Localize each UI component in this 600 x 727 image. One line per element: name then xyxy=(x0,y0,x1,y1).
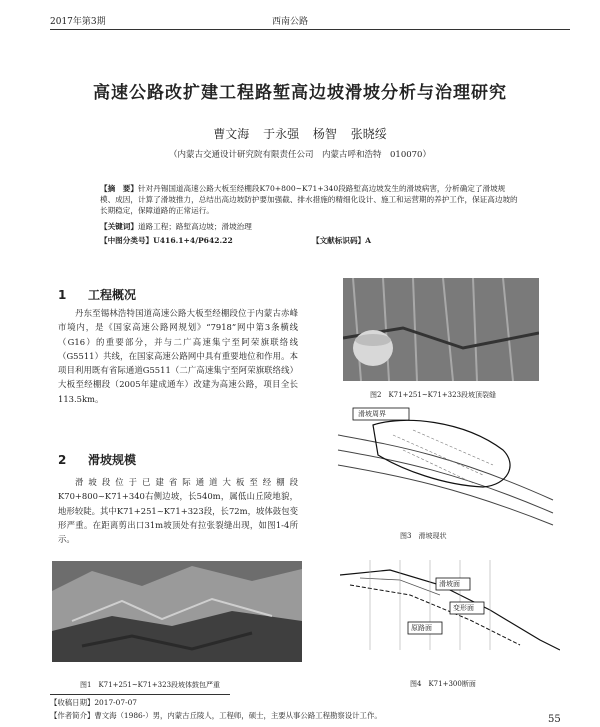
figure-4-label-slip: 滑坡面 xyxy=(439,580,460,588)
author: 杨智 xyxy=(312,127,337,141)
author: 于永强 xyxy=(263,127,300,141)
section-number: 2 xyxy=(58,453,67,467)
document-code-label: 【文献标识码】 xyxy=(312,236,366,245)
figure-2-photo xyxy=(343,278,539,381)
section-1-heading xyxy=(58,286,136,303)
abstract-text: 针对丹锡国道高速公路大板至经棚段K70+800~K71+340段路堑高边坡发生的滑坡病害，分析确定了滑坡规模、成因，计算了滑坡推力，总结出高边坡防护要加强截、排水措施的精细化设计、施工和运营期的养护工作，保证高边坡的长期稳定，保障道路的正常运行。 xyxy=(100,184,518,215)
figure-1-photo xyxy=(52,561,302,662)
figure-4-label-road: 原路面 xyxy=(411,624,432,632)
figure-4-caption: 图4 K71+300断面 xyxy=(410,680,476,688)
figure-4-image xyxy=(340,550,560,655)
received-date xyxy=(50,697,137,708)
keywords xyxy=(100,221,518,232)
classification-value: U416.1+4/P642.22 xyxy=(153,236,233,245)
figure-1-image xyxy=(52,561,302,662)
author-list xyxy=(0,125,600,142)
figure-3-caption: 图3 滑坡现状 xyxy=(400,532,447,540)
author-bio xyxy=(50,710,530,721)
author: 张晓绥 xyxy=(350,127,387,141)
figure-2-image xyxy=(343,278,539,381)
section-1-body: 丹东至锡林浩特国道高速公路大板至经棚段位于内蒙古赤峰市境内，是《国家高速公路网规划》“7918”网中第3条横线（G16）的重要部分，并与二广高速集宁至阿荣旗联络线（G5511）共线，在国家高速公路网中具有重要地位和作用。本项目利用既有省际通道G5511（二广高速集宁至阿荣旗联络线）大板至经棚段（2005年建成通车）改建为高速公路，项目全长113.5km。 xyxy=(58,308,298,404)
section-2-heading xyxy=(58,451,136,468)
footnote-rule xyxy=(50,694,230,695)
figure-4-label-deform: 变形面 xyxy=(453,604,474,612)
keywords-text: 道路工程；路堑高边坡；滑坡治理 xyxy=(137,222,252,231)
keywords-label: 【关键词】 xyxy=(100,222,138,231)
figure-3-label: 滑坡周界 xyxy=(358,410,386,418)
document-code-value: A xyxy=(365,236,372,245)
section-2-body: 滑坡段位于已建省际通道大板至经棚段K70+800~K71+340右侧边坡，长540m，属低山丘陵地貌，地形较陡。其中K71+251~K71+323段，长72m，坡体鼓包变形严重。在距离剪出口31m坡顶处有拉张裂缝出现，如图1-4所示。 xyxy=(58,477,298,545)
received-value: 2017-07-07 xyxy=(94,698,137,707)
figure-3-image xyxy=(333,405,555,530)
figure-2-caption: 图2 K71+251~K71+323段坡顶裂缝 xyxy=(370,391,497,399)
figure-3-diagram xyxy=(333,405,555,530)
section-number: 1 xyxy=(58,288,67,302)
affiliation: （内蒙古交通设计研究院有限责任公司 内蒙古呼和浩特 010070） xyxy=(169,150,431,160)
section-title: 工程概况 xyxy=(88,288,137,302)
issue-label: 2017年第3期 xyxy=(50,17,106,27)
bio-label: 【作者简介】 xyxy=(50,711,95,720)
figure-1-caption: 图1 K71+251~K71+323段坡体鼓包严重 xyxy=(80,681,221,689)
figure-4-diagram xyxy=(340,550,560,655)
header-rule xyxy=(50,29,570,30)
abstract-label: 【摘 要】 xyxy=(100,184,138,193)
received-label: 【收稿日期】 xyxy=(50,698,95,707)
paper-title: 高速公路改扩建工程路堑高边坡滑坡分析与治理研究 xyxy=(93,83,507,103)
document-code xyxy=(312,235,371,246)
bio-value: 曹文海（1986-）男，内蒙古丘陵人，工程师，硕士，主要从事公路工程勘察设计工作。 xyxy=(94,711,382,720)
classification xyxy=(100,235,233,246)
classification-label: 【中图分类号】 xyxy=(100,236,154,245)
author: 曹文海 xyxy=(213,127,250,141)
page-number: 55 xyxy=(548,714,561,725)
journal-name: 西南公路 xyxy=(272,17,309,27)
abstract xyxy=(100,183,518,216)
section-title: 滑坡规模 xyxy=(88,453,137,467)
